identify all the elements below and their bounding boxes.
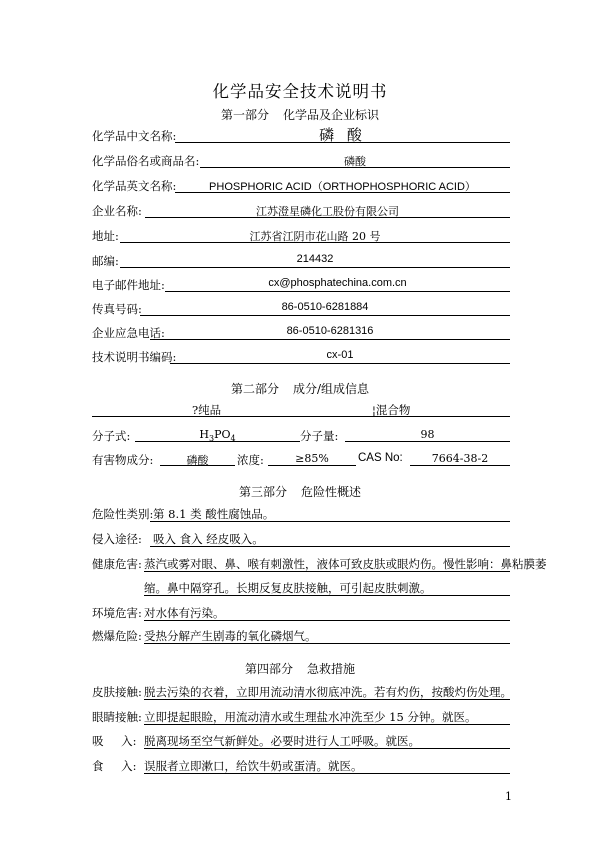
chinese-name-underline bbox=[175, 142, 510, 143]
section1-name: 化学品及企业标识 bbox=[283, 108, 380, 122]
common-name-underline bbox=[200, 167, 510, 168]
fax-label: 传真号码: bbox=[92, 302, 142, 316]
section4-number: 第四部分 bbox=[244, 662, 293, 676]
postal-code-label: 邮编: bbox=[92, 254, 119, 268]
doc-code-label: 技术说明书编码: bbox=[92, 350, 177, 364]
hazard-class-value: 第 8.1 类 酸性腐蚀品。 bbox=[153, 507, 275, 521]
eye-contact-label: 眼睛接触: bbox=[92, 710, 142, 724]
route-label: 侵入途径: bbox=[92, 532, 142, 546]
ingestion-label: 食 入: bbox=[92, 759, 137, 773]
address-value: 江苏省江阴市花山路 20 号 bbox=[249, 230, 381, 243]
fax-underline bbox=[140, 315, 510, 316]
inhalation-underline bbox=[144, 748, 510, 749]
skin-contact-label: 皮肤接触: bbox=[92, 685, 142, 699]
section1-heading bbox=[0, 106, 600, 123]
env-hazard-value: 对水体有污染。 bbox=[144, 606, 225, 620]
section2-number: 第二部分 bbox=[230, 382, 279, 396]
emergency-phone-value: 86-0510-6281316 bbox=[286, 325, 374, 337]
company-name-underline bbox=[145, 217, 510, 218]
section4-name: 急救措施 bbox=[307, 662, 356, 676]
inhalation-value: 脱离现场至空气新鲜处。必要时进行人工呼吸。就医。 bbox=[144, 734, 420, 748]
hazard-component-label: 有害物成分: bbox=[92, 453, 154, 467]
postal-code-value: 214432 bbox=[296, 253, 334, 265]
chinese-name-label: 化学品中文名称: bbox=[92, 129, 177, 143]
email-label: 电子邮件地址: bbox=[92, 278, 165, 292]
concentration-value: ≥85% bbox=[295, 452, 329, 465]
section2-heading bbox=[0, 380, 600, 397]
address-underline bbox=[120, 242, 510, 243]
fax-value: 86-0510-6281884 bbox=[281, 301, 369, 313]
section3-heading bbox=[0, 483, 600, 500]
doc-code-underline bbox=[170, 363, 510, 364]
health-line2-underline bbox=[144, 595, 510, 596]
hazard-class-underline bbox=[150, 521, 510, 522]
inhalation-label: 吸 入: bbox=[92, 734, 137, 748]
postal-code-underline bbox=[120, 267, 510, 268]
formula-value: $H_3PO_4$ bbox=[199, 428, 236, 444]
pure-substance-option: ?纯品 bbox=[192, 403, 222, 417]
concentration-label: 浓度: bbox=[237, 453, 264, 467]
cas-underline bbox=[410, 465, 510, 466]
section1-number: 第一部分 bbox=[220, 108, 269, 122]
health-hazard-line2: 缩。鼻中隔穿孔。长期反复皮肤接触，可引起皮肤刺激。 bbox=[144, 581, 432, 595]
emergency-phone-label: 企业应急电话: bbox=[92, 326, 165, 340]
section3-name: 危险性概述 bbox=[301, 485, 362, 499]
molecular-weight-underline bbox=[345, 441, 510, 442]
hazard-component-underline bbox=[160, 465, 235, 466]
company-name-label: 企业名称: bbox=[92, 204, 142, 218]
molecular-weight-value: 98 bbox=[420, 428, 435, 441]
doc-code-value: cx-01 bbox=[326, 349, 354, 361]
email-value: cx@phosphatechina.com.cn bbox=[268, 277, 407, 289]
health-hazard-line1: 蒸汽或雾对眼、鼻、喉有刺激性，液体可致皮肤或眼灼伤。慢性影响：鼻粘膜萎 bbox=[144, 557, 547, 571]
route-value: 吸入 食入 经皮吸入。 bbox=[153, 532, 264, 546]
skin-contact-underline bbox=[144, 699, 510, 700]
skin-contact-value: 脱去污染的衣着，立即用流动清水彻底冲洗。若有灼伤，按酸灼伤处理。 bbox=[144, 685, 512, 699]
eye-contact-underline bbox=[144, 724, 510, 725]
health-line1-underline bbox=[144, 571, 510, 572]
hazard-component-value: 磷酸 bbox=[186, 454, 209, 467]
ingestion-underline bbox=[144, 773, 510, 774]
health-hazard-label: 健康危害: bbox=[92, 557, 142, 571]
cas-label: CAS No: bbox=[358, 452, 403, 464]
section4-heading bbox=[0, 660, 600, 677]
english-name-label: 化学品英文名称: bbox=[92, 179, 177, 193]
fire-hazard-label: 燃爆危险: bbox=[92, 629, 142, 643]
emergency-phone-underline bbox=[150, 339, 510, 340]
env-hazard-underline bbox=[144, 620, 510, 621]
address-label: 地址: bbox=[92, 229, 119, 243]
section2-name: 成分/组成信息 bbox=[292, 382, 370, 396]
formula-label: 分子式: bbox=[92, 429, 131, 443]
env-hazard-label: 环境危害: bbox=[92, 606, 142, 620]
common-name-value: 磷酸 bbox=[344, 155, 366, 168]
english-name-value: PHOSPHORIC ACID（ORTHOPHOSPHORIC ACID） bbox=[209, 181, 476, 193]
section3-number: 第三部分 bbox=[238, 485, 287, 499]
eye-contact-value: 立即提起眼睑，用流动清水或生理盐水冲洗至少 15 分钟。就医。 bbox=[144, 710, 477, 724]
email-underline bbox=[165, 291, 510, 292]
composition-type-line bbox=[92, 416, 510, 417]
concentration-underline bbox=[268, 465, 356, 466]
chinese-name-value: 磷 酸 bbox=[319, 126, 366, 144]
document-title: 化学品安全技术说明书 bbox=[212, 82, 388, 101]
hazard-class-label: 危险性类别: bbox=[92, 507, 154, 521]
mixture-option: ¦混合物 bbox=[372, 403, 411, 417]
page-number: 1 bbox=[505, 790, 512, 803]
english-name-underline bbox=[175, 192, 510, 193]
cas-value: 7664-38-2 bbox=[431, 452, 489, 465]
route-underline bbox=[150, 546, 510, 547]
fire-hazard-underline bbox=[144, 643, 510, 644]
formula-underline bbox=[135, 441, 300, 442]
fire-hazard-value: 受热分解产生剧毒的氧化磷烟气。 bbox=[144, 629, 317, 643]
ingestion-value: 误服者立即漱口，给饮牛奶或蛋清。就医。 bbox=[144, 759, 363, 773]
company-name-value: 江苏澄星磷化工股份有限公司 bbox=[256, 205, 399, 218]
common-name-label: 化学品俗名或商品名: bbox=[92, 154, 200, 168]
molecular-weight-label: 分子量: bbox=[300, 429, 339, 443]
